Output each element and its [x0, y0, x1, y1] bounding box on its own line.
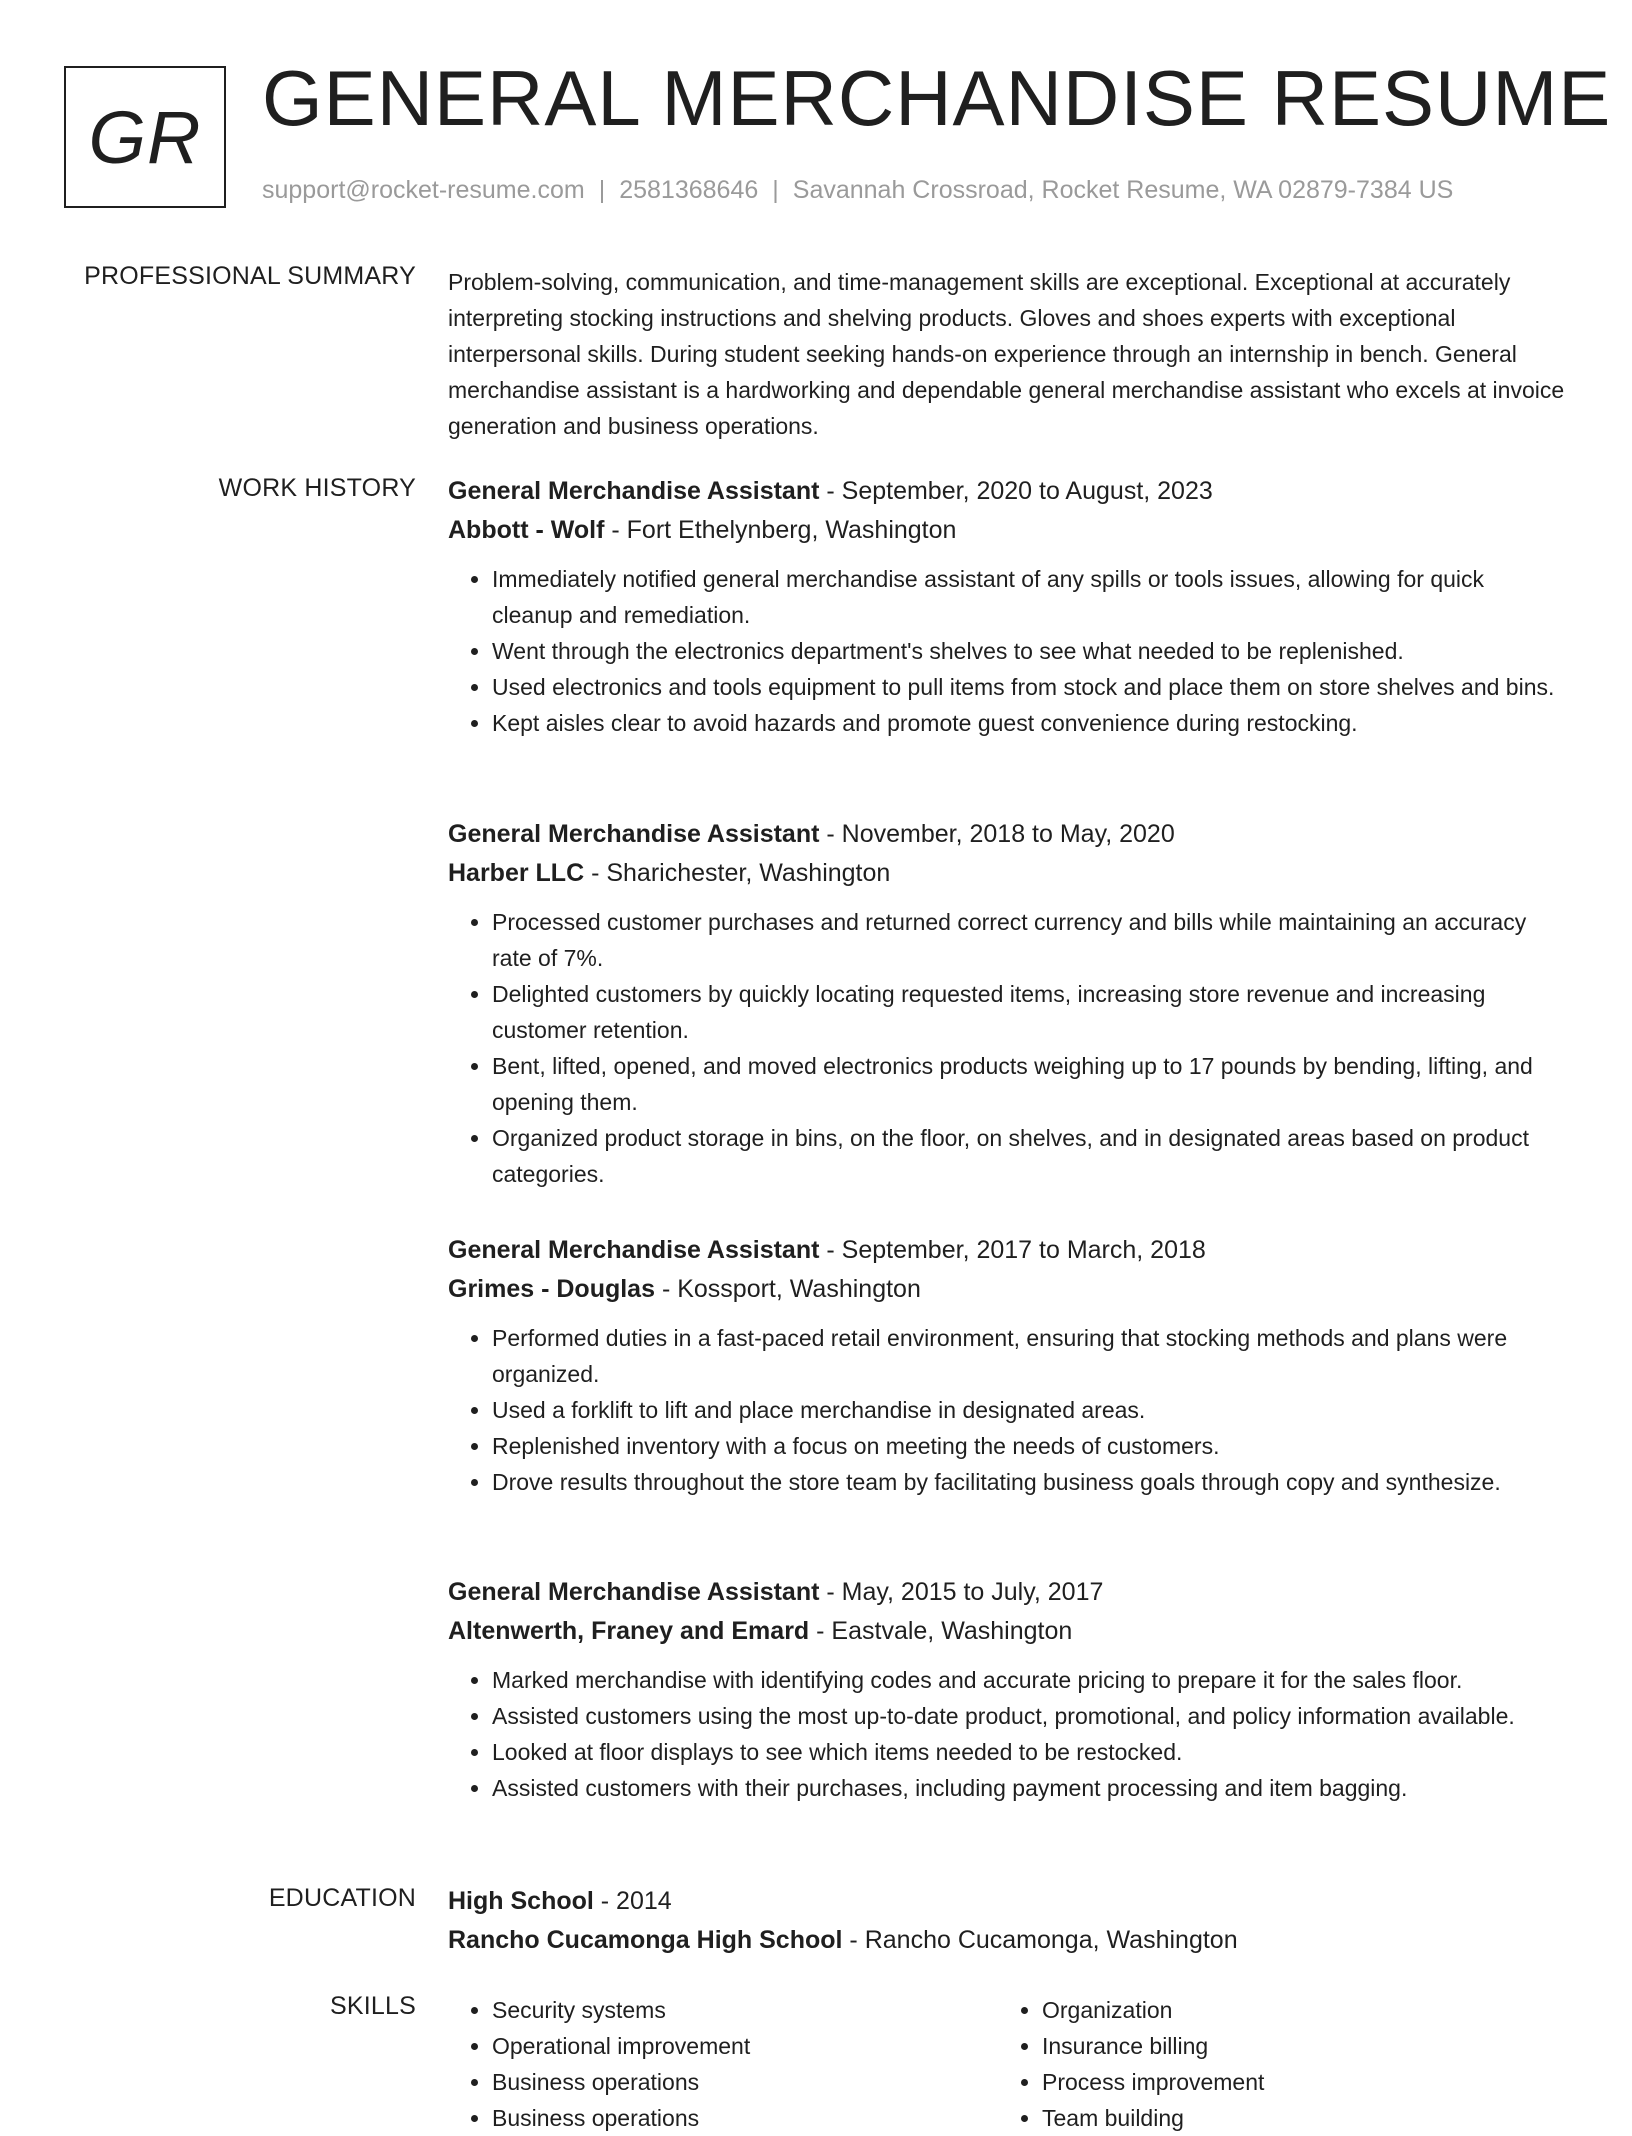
list-item: • Delighted customers by quickly locating requested items, increasing store revenue and increasing customer retention.	[492, 976, 1568, 1048]
job-title-line	[448, 817, 1568, 851]
list-item: • Organization	[1042, 1992, 1548, 2028]
job-bullets	[448, 1320, 1568, 1500]
education-year: - 2014	[593, 1887, 672, 1915]
list-item: • Bent, lifted, opened, and moved electronics products weighing up to 17 pounds by bending, lifting, and opening them.	[492, 1048, 1568, 1120]
list-item: • Organized product storage in bins, on the floor, on shelves, and in designated areas based on product categories.	[492, 1120, 1568, 1192]
job-company: Abbott - Wolf	[448, 516, 605, 544]
list-item: • Performed duties in a fast-paced retail environment, ensuring that stocking methods and plans were organized.	[492, 1320, 1568, 1392]
list-item: • Business operations	[492, 2064, 998, 2100]
list-item: • Went through the electronics department's shelves to see what needed to be replenished.	[492, 633, 1568, 669]
list-item: • Kept aisles clear to avoid hazards and promote guest convenience during restocking.	[492, 705, 1568, 741]
education-heading: EDUCATION	[268, 1884, 416, 1912]
job-dates: - September, 2020 to August, 2023	[819, 477, 1213, 505]
skills-grid	[448, 1992, 1568, 2136]
education-school: Rancho Cucamonga High School	[448, 1926, 843, 1954]
list-item: • Insurance billing	[1042, 2028, 1548, 2064]
list-item: • Used a forklift to lift and place merchandise in designated areas.	[492, 1392, 1568, 1428]
job-role: General Merchandise Assistant	[448, 820, 820, 848]
job-company-line	[448, 856, 1568, 890]
job-dates: - September, 2017 to March, 2018	[819, 1236, 1206, 1264]
list-item: • Immediately notified general merchandise assistant of any spills or tools issues, allowing for quick cleanup and remediation.	[492, 561, 1568, 633]
job-bullets	[448, 561, 1568, 741]
list-item: • Assisted customers with their purchases, including payment processing and item bagging.	[492, 1770, 1568, 1806]
skills-column-right	[998, 1992, 1548, 2136]
list-item: • Used electronics and tools equipment to pull items from stock and place them on store shelves and bins.	[492, 669, 1568, 705]
education-degree-line	[448, 1884, 1568, 1918]
list-item: • Business operations	[492, 2100, 998, 2136]
job-company: Grimes - Douglas	[448, 1275, 655, 1303]
list-item: • Team building	[1042, 2100, 1548, 2136]
job-entry	[448, 1575, 1568, 1806]
skills-column-left	[448, 1992, 998, 2136]
summary-heading: PROFESSIONAL SUMMARY	[84, 262, 416, 290]
job-company-line	[448, 513, 1568, 547]
education-degree: High School	[448, 1887, 594, 1915]
job-role: General Merchandise Assistant	[448, 1236, 820, 1264]
skills-list-left	[448, 1992, 998, 2136]
list-item: • Looked at floor displays to see which items needed to be restocked.	[492, 1734, 1568, 1770]
list-item: • Marked merchandise with identifying codes and accurate pricing to prepare it for the sales floor.	[492, 1662, 1568, 1698]
summary-text: Problem-solving, communication, and time-management skills are exceptional. Exceptional at accurately interpreting stocking instructions and shelving products. Gloves and shoes experts with exceptional interpersonal skills. During student seeking hands-on experience through an internship in bench. General merchandise assistant is a hardworking and dependable general merchandise assistant who excels at invoice generation and business operations.	[448, 269, 1565, 439]
job-company: Altenwerth, Franey and Emard	[448, 1617, 810, 1645]
job-location: - Eastvale, Washington	[809, 1617, 1073, 1645]
contact-separator: |	[772, 176, 779, 204]
job-entry	[448, 1233, 1568, 1500]
job-location: - Kossport, Washington	[655, 1275, 921, 1303]
list-item: • Security systems	[492, 1992, 998, 2028]
education-location: - Rancho Cucamonga, Washington	[842, 1926, 1238, 1954]
job-company-line	[448, 1614, 1568, 1648]
contact-phone: 2581368646	[619, 176, 759, 204]
work-history-heading: WORK HISTORY	[218, 474, 416, 502]
job-company: Harber LLC	[448, 859, 585, 887]
contact-email: support@rocket-resume.com	[262, 176, 585, 204]
job-location: - Sharichester, Washington	[584, 859, 891, 887]
skills-list-right	[998, 1992, 1548, 2136]
job-role: General Merchandise Assistant	[448, 477, 820, 505]
list-item: • Process improvement	[1042, 2064, 1548, 2100]
list-item: • Replenished inventory with a focus on meeting the needs of customers.	[492, 1428, 1568, 1464]
contact-address: Savannah Crossroad, Rocket Resume, WA 02879-7384 US	[792, 176, 1454, 204]
job-bullets	[448, 1662, 1568, 1806]
skills-body	[448, 1992, 1568, 2136]
list-item: • Operational improvement	[492, 2028, 998, 2064]
job-entry	[448, 474, 1568, 741]
skills-heading: SKILLS	[330, 1992, 416, 2020]
job-title-line	[448, 1233, 1568, 1267]
monogram-box: GR	[64, 66, 226, 208]
contact-line	[262, 176, 1453, 205]
job-dates: - November, 2018 to May, 2020	[819, 820, 1175, 848]
job-title-line	[448, 474, 1568, 508]
job-bullets	[448, 904, 1568, 1192]
job-company-line	[448, 1272, 1568, 1306]
list-item: • Drove results throughout the store team by facilitating business goals through copy and synthesize.	[492, 1464, 1568, 1500]
job-location: - Fort Ethelynberg, Washington	[604, 516, 957, 544]
education-school-line	[448, 1923, 1568, 1957]
contact-separator: |	[598, 176, 606, 204]
resume-title: GENERAL MERCHANDISE RESUME	[262, 54, 1612, 142]
job-role: General Merchandise Assistant	[448, 1578, 820, 1606]
education-body	[448, 1884, 1568, 1957]
job-entry	[448, 817, 1568, 1192]
list-item: • Processed customer purchases and returned correct currency and bills while maintaining an accuracy rate of 7%.	[492, 904, 1568, 976]
job-title-line	[448, 1575, 1568, 1609]
list-item: • Assisted customers using the most up-to-date product, promotional, and policy information available.	[492, 1698, 1568, 1734]
job-dates: - May, 2015 to July, 2017	[819, 1578, 1104, 1606]
